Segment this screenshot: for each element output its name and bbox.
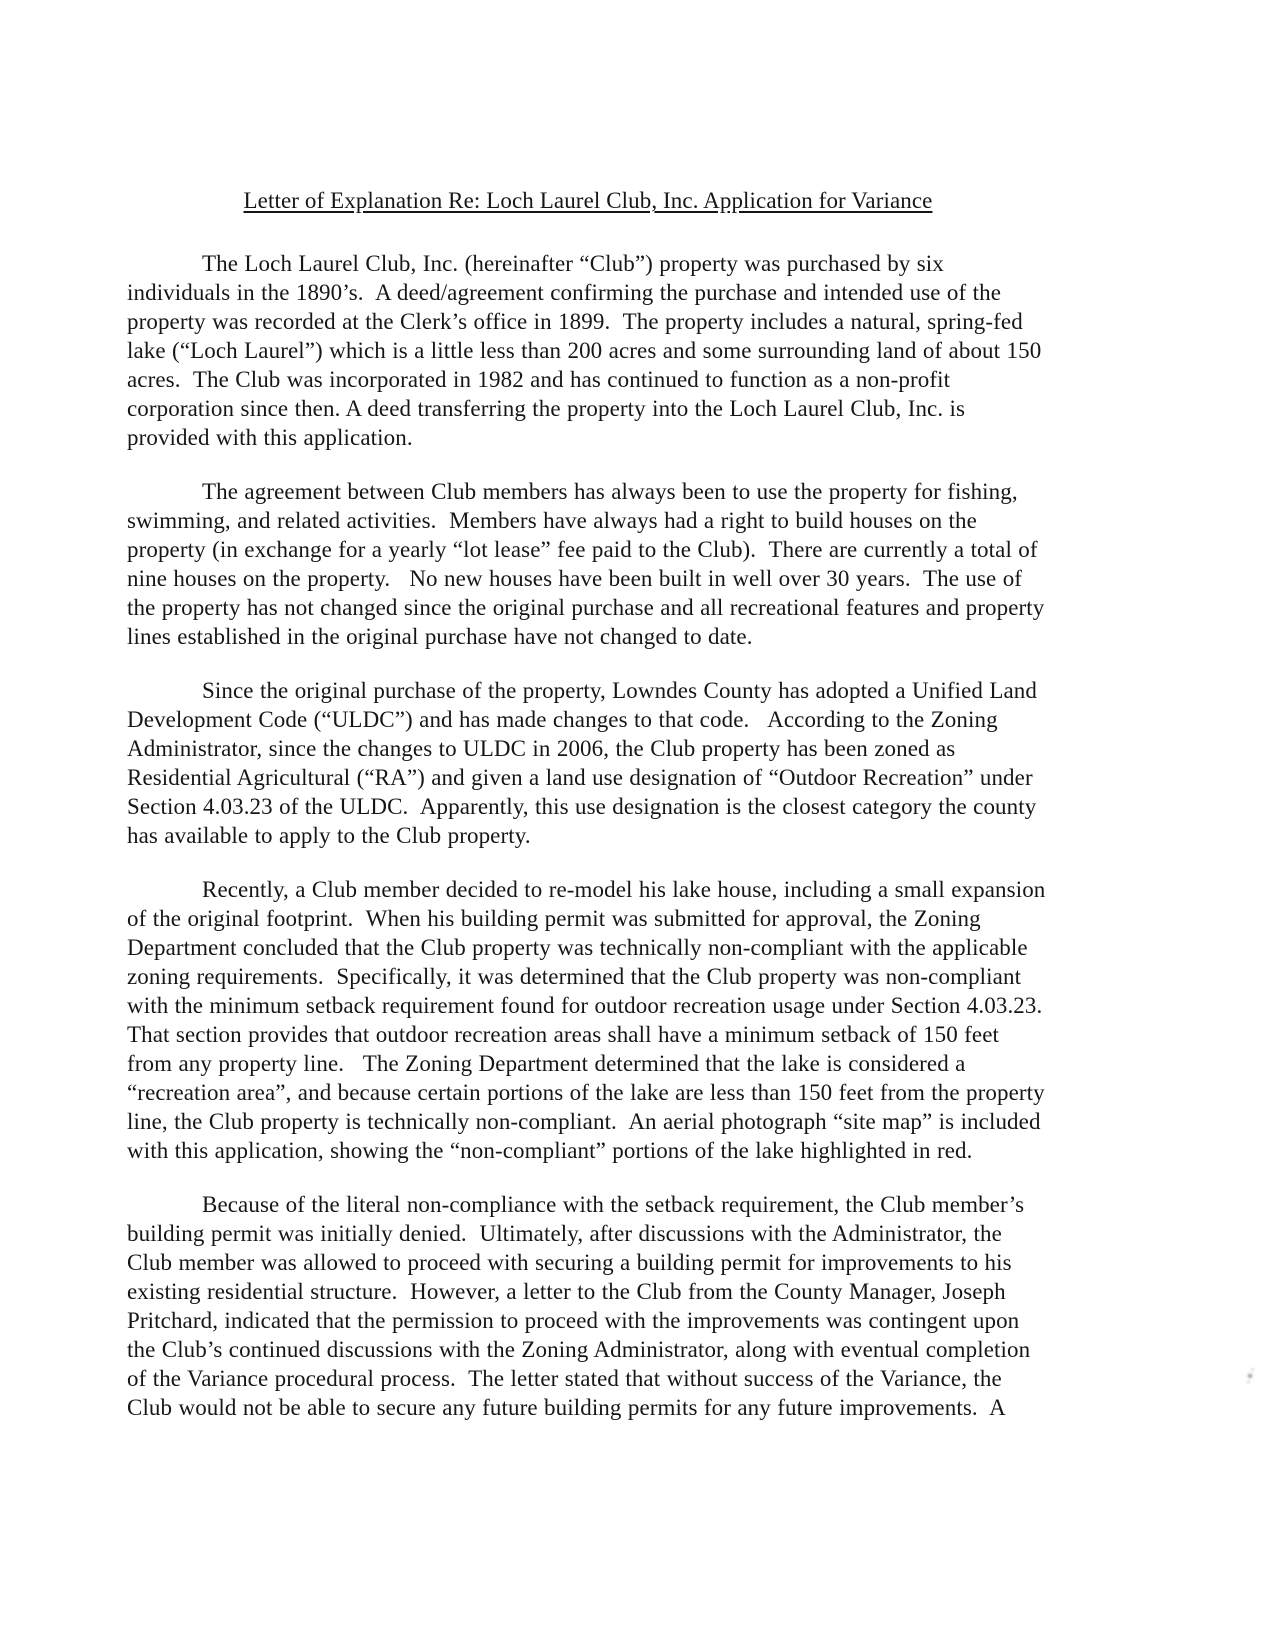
paragraph-property-history: The Loch Laurel Club, Inc. (hereinafter “Club”) property was purchased by six individuals in the 1890’s. A deed/agreement confirming the purchase and intended use of the property was recorded at the Clerk’s office in 1899. The property includes a natural, spring-fed lake (“Loch Laurel”) which is a little less than 200 acres and some surrounding land of about 150 acres. The Club was incorporated in 1982 and has continued to function as a non-profit corporation since then. A deed transferring the property into the Loch Laurel Club, Inc. is provided with this application. bbox=[127, 251, 1048, 450]
paragraph-noncompliance-determination: Recently, a Club member decided to re-model his lake house, including a small expansion of the original footprint. When his building permit was submitted for approval, the Zoning Department concluded that the Club property was technically non-compliant with the applicable zoning requirements. Specifically, it was determined that the Club property was non-compliant with the minimum setback requirement found for outdoor recreation usage under Section 4.03.23. That section provides that outdoor recreation areas shall have a minimum setback of 150 feet from any property line. The Zoning Department determined that the lake is considered a “recreation area”, and because certain portions of the lake are less than 150 feet from the property line, the Club property is technically non-compliant. An aerial photograph “site map” is included with this application, showing the “non-compliant” portions of the lake highlighted in red. bbox=[127, 877, 1055, 1163]
paragraph-permit-denial: Because of the literal non-compliance with the setback requirement, the Club member’s building permit was initially denied. Ultimately, after discussions with the Administrator, the Club member was allowed to proceed with securing a building permit for improvements to his existing residential structure. However, a letter to the Club from the County Manager, Joseph Pritchard, indicated that the permission to proceed with the improvements was contingent upon the Club’s continued discussions with the Zoning Administrator, along with eventual completion of the Variance procedural process. The letter stated that without success of the Variance, the Club would not be able to secure any future building permits for any future improvements. A bbox=[127, 1192, 1037, 1420]
letter-body bbox=[127, 186, 1055, 1447]
paragraph-uldc-zoning: Since the original purchase of the property, Lowndes County has adopted a Unified Land Development Code (“ULDC”) and has made changes to that code. According to the Zoning Administrator, since the changes to ULDC in 2006, the Club property has been zoned as Residential Agricultural (“RA”) and given a land use designation of “Outdoor Recreation” under Section 4.03.23 of the ULDC. Apparently, this use designation is the closest category the county has available to apply to the Club property. bbox=[127, 678, 1044, 848]
paragraph-club-agreement: The agreement between Club members has always been to use the property for fishing, swimming, and related activities. Members have always had a right to build houses on the property (in exchange for a yearly “lot lease” fee paid to the Club). There are currently a total of nine houses on the property. No new houses have been built in well over 30 years. The use of the property has not changed since the original purchase and all recreational features and property lines established in the original purchase have not changed to date. bbox=[127, 479, 1051, 649]
scan-speck-artifact bbox=[1243, 1366, 1257, 1384]
letter-title: Letter of Explanation Re: Loch Laurel Club, Inc. Application for Variance bbox=[243, 188, 933, 213]
